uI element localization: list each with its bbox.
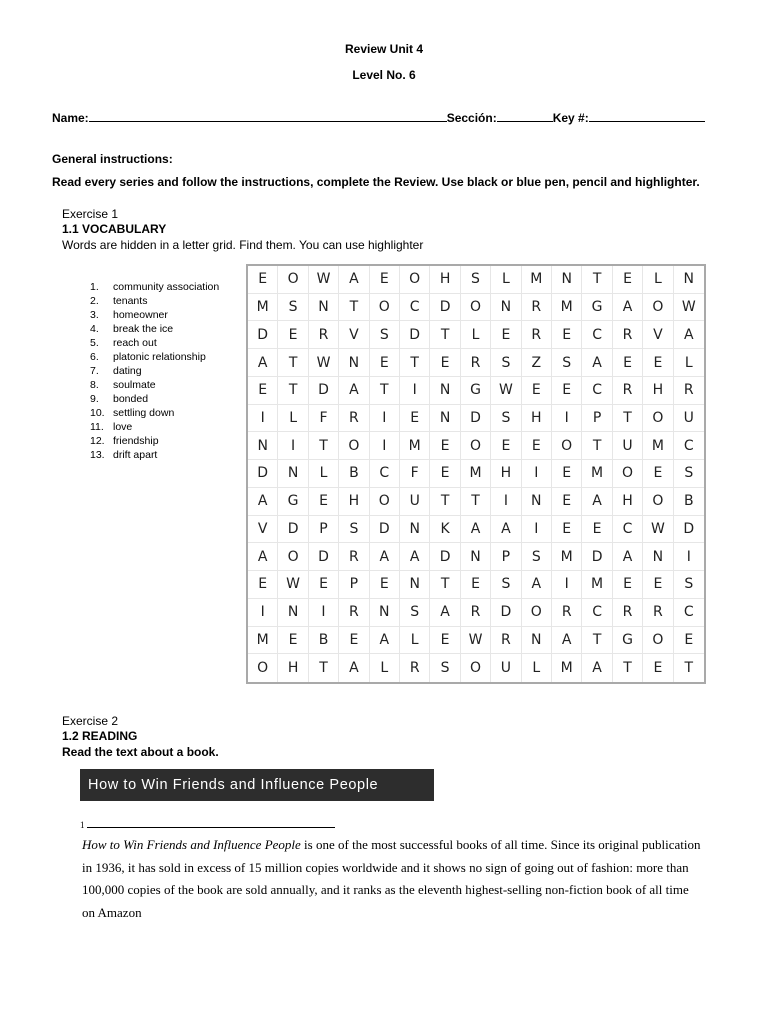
grid-letter[interactable]: D bbox=[248, 321, 278, 349]
grid-letter[interactable]: T bbox=[461, 488, 491, 516]
grid-letter[interactable]: P bbox=[309, 516, 339, 544]
vocabulary-item bbox=[90, 392, 219, 406]
grid-letter[interactable]: R bbox=[674, 377, 704, 405]
grid-letter[interactable]: T bbox=[278, 349, 308, 377]
grid-letter[interactable]: P bbox=[339, 571, 369, 599]
grid-letter[interactable]: N bbox=[278, 460, 308, 488]
grid-letter[interactable]: O bbox=[339, 432, 369, 460]
vocabulary-item-word: homeowner bbox=[113, 309, 168, 321]
book-title: How to Win Friends and Influence People bbox=[88, 777, 379, 793]
grid-letter[interactable]: A bbox=[370, 627, 400, 655]
grid-letter[interactable]: A bbox=[339, 266, 369, 294]
grid-letter[interactable]: D bbox=[309, 543, 339, 571]
reading-paragraph bbox=[82, 834, 702, 924]
vocabulary-item bbox=[90, 364, 219, 378]
grid-letter[interactable]: A bbox=[491, 516, 521, 544]
grid-letter[interactable]: F bbox=[309, 405, 339, 433]
grid-letter[interactable]: N bbox=[461, 543, 491, 571]
grid-letter[interactable]: S bbox=[674, 571, 704, 599]
student-info-line bbox=[52, 109, 705, 125]
grid-letter[interactable]: N bbox=[674, 266, 704, 294]
exercise2-subtitle: 1.2 READING bbox=[62, 729, 138, 743]
grid-letter[interactable]: I bbox=[522, 460, 552, 488]
grid-letter[interactable]: R bbox=[613, 321, 643, 349]
grid-letter[interactable]: T bbox=[430, 321, 460, 349]
section-field[interactable] bbox=[497, 109, 553, 122]
grid-letter[interactable]: C bbox=[400, 294, 430, 322]
grid-letter[interactable]: E bbox=[643, 460, 673, 488]
key-label: Key #: bbox=[552, 111, 589, 125]
grid-letter[interactable]: C bbox=[674, 432, 704, 460]
document-title: Review Unit 4 bbox=[344, 42, 424, 56]
grid-letter[interactable]: E bbox=[370, 571, 400, 599]
vocabulary-item-word: bonded bbox=[113, 393, 149, 405]
grid-letter[interactable]: I bbox=[522, 516, 552, 544]
grid-letter[interactable]: S bbox=[674, 460, 704, 488]
grid-letter[interactable]: A bbox=[339, 654, 369, 682]
grid-letter[interactable]: O bbox=[552, 432, 582, 460]
grid-letter[interactable]: L bbox=[674, 349, 704, 377]
grid-letter[interactable]: S bbox=[552, 349, 582, 377]
grid-letter[interactable]: E bbox=[643, 654, 673, 682]
grid-letter[interactable]: O bbox=[643, 405, 673, 433]
grid-letter[interactable]: I bbox=[248, 405, 278, 433]
grid-letter[interactable]: C bbox=[582, 377, 612, 405]
grid-letter[interactable]: C bbox=[613, 516, 643, 544]
grid-letter[interactable]: R bbox=[461, 349, 491, 377]
reading-book-title: How to Win Friends and Influence People bbox=[82, 837, 301, 852]
grid-letter[interactable]: E bbox=[430, 432, 460, 460]
grid-letter[interactable]: E bbox=[552, 460, 582, 488]
grid-letter[interactable]: H bbox=[643, 377, 673, 405]
vocabulary-item-word: community association bbox=[113, 281, 220, 293]
grid-letter[interactable]: A bbox=[552, 627, 582, 655]
grid-letter[interactable]: G bbox=[278, 488, 308, 516]
grid-letter[interactable]: L bbox=[370, 654, 400, 682]
vocabulary-item-number: 1. bbox=[90, 281, 99, 293]
exercise2-instruction: Read the text about a book. bbox=[62, 745, 219, 759]
grid-letter[interactable]: H bbox=[278, 654, 308, 682]
vocabulary-item-number: 12. bbox=[90, 435, 105, 447]
grid-letter[interactable]: L bbox=[309, 460, 339, 488]
grid-letter[interactable]: M bbox=[522, 266, 552, 294]
grid-letter[interactable]: E bbox=[491, 321, 521, 349]
vocabulary-item-number: 11. bbox=[90, 421, 104, 433]
grid-letter[interactable]: E bbox=[522, 432, 552, 460]
footnote-line bbox=[80, 820, 335, 830]
grid-letter[interactable]: E bbox=[613, 266, 643, 294]
vocabulary-item bbox=[90, 280, 219, 294]
vocabulary-item bbox=[90, 448, 219, 462]
grid-letter[interactable]: E bbox=[522, 377, 552, 405]
grid-letter[interactable]: L bbox=[278, 405, 308, 433]
vocabulary-item-number: 7. bbox=[90, 365, 99, 377]
vocabulary-item-word: tenants bbox=[113, 295, 148, 307]
grid-letter[interactable]: B bbox=[339, 460, 369, 488]
grid-letter[interactable]: I bbox=[278, 432, 308, 460]
grid-letter[interactable]: E bbox=[582, 516, 612, 544]
grid-letter[interactable]: T bbox=[582, 266, 612, 294]
grid-letter[interactable]: T bbox=[309, 432, 339, 460]
grid-letter[interactable]: G bbox=[613, 627, 643, 655]
grid-letter[interactable]: O bbox=[643, 488, 673, 516]
grid-letter[interactable]: O bbox=[643, 294, 673, 322]
grid-letter[interactable]: R bbox=[552, 599, 582, 627]
footnote-rule bbox=[87, 827, 335, 828]
instructions-heading: General instructions: bbox=[52, 152, 173, 166]
instructions-text: Read every series and follow the instructions, complete the Review. Use black or blue pen, pencil and highlighter. bbox=[52, 175, 700, 189]
grid-letter[interactable]: T bbox=[613, 405, 643, 433]
grid-letter[interactable]: W bbox=[309, 266, 339, 294]
grid-letter[interactable]: D bbox=[309, 377, 339, 405]
grid-letter[interactable]: E bbox=[309, 571, 339, 599]
grid-letter[interactable]: R bbox=[643, 599, 673, 627]
grid-letter[interactable]: U bbox=[491, 654, 521, 682]
grid-letter[interactable]: T bbox=[430, 571, 460, 599]
grid-letter[interactable]: D bbox=[248, 460, 278, 488]
grid-letter[interactable]: H bbox=[339, 488, 369, 516]
grid-letter[interactable]: A bbox=[430, 599, 460, 627]
grid-letter[interactable]: E bbox=[248, 377, 278, 405]
grid-letter[interactable]: S bbox=[370, 321, 400, 349]
grid-letter[interactable]: A bbox=[522, 571, 552, 599]
grid-letter[interactable]: D bbox=[674, 516, 704, 544]
grid-letter[interactable]: L bbox=[491, 266, 521, 294]
grid-letter[interactable]: N bbox=[522, 627, 552, 655]
grid-letter[interactable]: E bbox=[461, 571, 491, 599]
grid-letter[interactable]: N bbox=[522, 488, 552, 516]
grid-letter[interactable]: M bbox=[248, 627, 278, 655]
grid-letter[interactable]: M bbox=[582, 460, 612, 488]
grid-letter[interactable]: R bbox=[613, 377, 643, 405]
vocabulary-item-word: soulmate bbox=[113, 379, 156, 391]
grid-letter[interactable]: E bbox=[430, 349, 460, 377]
grid-letter[interactable]: A bbox=[248, 349, 278, 377]
grid-letter[interactable]: S bbox=[461, 266, 491, 294]
grid-letter[interactable]: I bbox=[552, 405, 582, 433]
grid-letter[interactable]: I bbox=[248, 599, 278, 627]
grid-letter[interactable]: E bbox=[248, 266, 278, 294]
grid-letter[interactable]: T bbox=[309, 654, 339, 682]
footnote-marker: 1 bbox=[80, 820, 85, 830]
grid-letter[interactable]: S bbox=[522, 543, 552, 571]
grid-letter[interactable]: N bbox=[339, 349, 369, 377]
grid-letter[interactable]: A bbox=[370, 543, 400, 571]
grid-letter[interactable]: D bbox=[491, 599, 521, 627]
grid-letter[interactable]: A bbox=[613, 543, 643, 571]
grid-letter[interactable]: Z bbox=[522, 349, 552, 377]
grid-letter[interactable]: W bbox=[491, 377, 521, 405]
grid-letter[interactable]: S bbox=[491, 349, 521, 377]
grid-letter[interactable]: D bbox=[430, 294, 460, 322]
grid-letter[interactable]: A bbox=[400, 543, 430, 571]
grid-letter[interactable]: D bbox=[582, 543, 612, 571]
grid-letter[interactable]: A bbox=[582, 654, 612, 682]
vocabulary-item-number: 2. bbox=[90, 295, 99, 307]
grid-letter[interactable]: D bbox=[370, 516, 400, 544]
grid-letter[interactable]: T bbox=[370, 377, 400, 405]
grid-letter[interactable]: E bbox=[613, 349, 643, 377]
grid-letter[interactable]: U bbox=[400, 488, 430, 516]
grid-letter[interactable]: W bbox=[461, 627, 491, 655]
grid-letter[interactable]: N bbox=[491, 294, 521, 322]
vocabulary-item-number: 5. bbox=[90, 337, 99, 349]
vocabulary-item-number: 13. bbox=[90, 449, 105, 461]
vocabulary-item-word: settling down bbox=[113, 407, 175, 419]
grid-letter[interactable]: I bbox=[309, 599, 339, 627]
grid-letter[interactable]: N bbox=[248, 432, 278, 460]
grid-letter[interactable]: T bbox=[400, 349, 430, 377]
grid-letter[interactable]: E bbox=[552, 377, 582, 405]
key-field[interactable] bbox=[589, 109, 705, 122]
vocabulary-word-list bbox=[90, 280, 219, 462]
exercise1-subtitle: 1.1 VOCABULARY bbox=[62, 222, 167, 236]
grid-letter[interactable]: S bbox=[491, 405, 521, 433]
grid-letter[interactable]: E bbox=[552, 321, 582, 349]
grid-letter[interactable]: N bbox=[370, 599, 400, 627]
grid-letter[interactable]: D bbox=[430, 543, 460, 571]
vocabulary-item-word: break the ice bbox=[113, 323, 174, 335]
grid-letter[interactable]: M bbox=[552, 294, 582, 322]
grid-letter[interactable]: R bbox=[522, 294, 552, 322]
grid-letter[interactable]: O bbox=[278, 543, 308, 571]
grid-letter[interactable]: P bbox=[582, 405, 612, 433]
grid-letter[interactable]: H bbox=[522, 405, 552, 433]
grid-letter[interactable]: I bbox=[491, 488, 521, 516]
grid-letter[interactable]: R bbox=[400, 654, 430, 682]
grid-letter[interactable]: O bbox=[370, 488, 400, 516]
grid-letter[interactable]: E bbox=[643, 349, 673, 377]
grid-letter[interactable]: E bbox=[248, 571, 278, 599]
grid-letter[interactable]: W bbox=[674, 294, 704, 322]
grid-letter[interactable]: H bbox=[613, 488, 643, 516]
grid-letter[interactable]: O bbox=[461, 432, 491, 460]
grid-letter[interactable]: U bbox=[613, 432, 643, 460]
grid-letter[interactable]: E bbox=[552, 488, 582, 516]
grid-letter[interactable]: S bbox=[278, 294, 308, 322]
grid-letter[interactable]: D bbox=[400, 321, 430, 349]
grid-letter[interactable]: C bbox=[674, 599, 704, 627]
grid-letter[interactable]: E bbox=[339, 627, 369, 655]
grid-letter[interactable]: V bbox=[339, 321, 369, 349]
grid-letter[interactable]: O bbox=[461, 294, 491, 322]
reading-text: is one of the most successful books of all time. Since its original publication in 1936, it has sold in excess of 15 million copies worldwide and it shows no sign of going out of fashion: more than 100,000 copies of the book are sold annually, and it ranks as the eleventh highest-selling non-fiction book of all time on Amazon bbox=[82, 837, 701, 920]
grid-letter[interactable]: T bbox=[278, 377, 308, 405]
grid-letter[interactable]: O bbox=[400, 266, 430, 294]
grid-letter[interactable]: E bbox=[370, 349, 400, 377]
grid-letter[interactable]: V bbox=[248, 516, 278, 544]
grid-letter[interactable]: M bbox=[552, 543, 582, 571]
grid-letter[interactable]: O bbox=[522, 599, 552, 627]
grid-letter[interactable]: M bbox=[552, 654, 582, 682]
vocabulary-item bbox=[90, 406, 219, 420]
grid-letter[interactable]: N bbox=[278, 599, 308, 627]
grid-letter[interactable]: I bbox=[370, 432, 400, 460]
grid-letter[interactable]: M bbox=[461, 460, 491, 488]
grid-letter[interactable]: N bbox=[552, 266, 582, 294]
grid-letter[interactable]: M bbox=[643, 432, 673, 460]
grid-letter[interactable]: N bbox=[430, 405, 460, 433]
grid-letter[interactable]: N bbox=[430, 377, 460, 405]
grid-letter[interactable]: S bbox=[430, 654, 460, 682]
vocabulary-item-number: 6. bbox=[90, 351, 99, 363]
grid-letter[interactable]: T bbox=[339, 294, 369, 322]
grid-letter[interactable]: M bbox=[400, 432, 430, 460]
exercise2-title: Exercise 2 bbox=[62, 714, 119, 728]
vocabulary-item bbox=[90, 308, 219, 322]
grid-letter[interactable]: A bbox=[339, 377, 369, 405]
grid-letter[interactable]: E bbox=[370, 266, 400, 294]
grid-letter[interactable]: R bbox=[339, 405, 369, 433]
grid-letter[interactable]: T bbox=[582, 627, 612, 655]
grid-letter[interactable]: E bbox=[643, 571, 673, 599]
grid-letter[interactable]: H bbox=[430, 266, 460, 294]
grid-letter[interactable]: H bbox=[491, 460, 521, 488]
grid-letter[interactable]: O bbox=[613, 460, 643, 488]
name-label: Name: bbox=[52, 111, 89, 125]
grid-letter[interactable]: I bbox=[674, 543, 704, 571]
grid-letter[interactable]: A bbox=[674, 321, 704, 349]
grid-letter[interactable]: L bbox=[643, 266, 673, 294]
grid-letter[interactable]: G bbox=[461, 377, 491, 405]
grid-letter[interactable]: O bbox=[643, 627, 673, 655]
grid-letter[interactable]: R bbox=[522, 321, 552, 349]
grid-letter[interactable]: S bbox=[400, 599, 430, 627]
grid-letter[interactable]: W bbox=[278, 571, 308, 599]
grid-letter[interactable]: M bbox=[248, 294, 278, 322]
grid-letter[interactable]: C bbox=[582, 599, 612, 627]
vocabulary-item-word: drift apart bbox=[113, 449, 158, 461]
grid-letter[interactable]: K bbox=[430, 516, 460, 544]
grid-letter[interactable]: R bbox=[491, 627, 521, 655]
section-label: Sección: bbox=[446, 111, 497, 125]
vocabulary-item-word: reach out bbox=[113, 337, 157, 349]
grid-letter[interactable]: R bbox=[339, 599, 369, 627]
vocabulary-item-word: platonic relationship bbox=[113, 351, 206, 363]
grid-letter[interactable]: L bbox=[522, 654, 552, 682]
vocabulary-item-number: 3. bbox=[90, 309, 99, 321]
vocabulary-item-word: love bbox=[113, 421, 133, 433]
vocabulary-item-number: 8. bbox=[90, 379, 99, 391]
document-level: Level No. 6 bbox=[352, 68, 416, 82]
grid-letter[interactable]: E bbox=[552, 516, 582, 544]
grid-letter[interactable]: O bbox=[278, 266, 308, 294]
vocabulary-item-number: 10. bbox=[90, 407, 105, 419]
exercise1-instruction: Words are hidden in a letter grid. Find them. You can use highlighter bbox=[62, 238, 424, 252]
grid-letter[interactable]: S bbox=[491, 571, 521, 599]
vocabulary-item-word: dating bbox=[113, 365, 142, 377]
grid-letter[interactable]: E bbox=[613, 571, 643, 599]
grid-letter[interactable]: I bbox=[552, 571, 582, 599]
grid-letter[interactable]: R bbox=[309, 321, 339, 349]
grid-letter[interactable]: C bbox=[582, 321, 612, 349]
grid-letter[interactable]: T bbox=[684, 660, 694, 677]
grid-letter[interactable]: W bbox=[643, 516, 673, 544]
grid-letter[interactable]: E bbox=[309, 488, 339, 516]
grid-letter[interactable]: U bbox=[674, 405, 704, 433]
grid-letter[interactable]: O bbox=[248, 654, 278, 682]
word-search-grid[interactable] bbox=[246, 264, 706, 684]
exercise1-title: Exercise 1 bbox=[62, 207, 119, 221]
grid-letter[interactable]: R bbox=[613, 599, 643, 627]
grid-letter[interactable]: P bbox=[491, 543, 521, 571]
grid-letter[interactable]: N bbox=[400, 571, 430, 599]
grid-letter[interactable]: T bbox=[430, 488, 460, 516]
vocabulary-item bbox=[90, 378, 219, 392]
grid-letter[interactable]: L bbox=[461, 321, 491, 349]
vocabulary-item bbox=[90, 350, 219, 364]
grid-letter[interactable]: O bbox=[370, 294, 400, 322]
vocabulary-item-number: 4. bbox=[90, 323, 99, 335]
grid-letter[interactable]: L bbox=[400, 627, 430, 655]
grid-letter[interactable]: G bbox=[582, 294, 612, 322]
grid-letter[interactable]: E bbox=[278, 627, 308, 655]
grid-letter[interactable]: D bbox=[461, 405, 491, 433]
grid-letter[interactable]: W bbox=[309, 349, 339, 377]
grid-letter[interactable]: S bbox=[339, 516, 369, 544]
grid-letter[interactable]: B bbox=[309, 627, 339, 655]
grid-letter[interactable]: E bbox=[278, 321, 308, 349]
grid-letter[interactable]: C bbox=[370, 460, 400, 488]
grid-letter[interactable]: R bbox=[461, 599, 491, 627]
vocabulary-item bbox=[90, 322, 219, 336]
grid-letter[interactable]: I bbox=[370, 405, 400, 433]
grid-letter[interactable]: A bbox=[248, 488, 278, 516]
grid-letter[interactable]: R bbox=[339, 543, 369, 571]
vocabulary-item-number: 9. bbox=[90, 393, 99, 405]
grid-letter[interactable]: I bbox=[400, 377, 430, 405]
vocabulary-item bbox=[90, 294, 219, 308]
grid-letter[interactable]: N bbox=[643, 543, 673, 571]
grid-letter[interactable]: A bbox=[613, 294, 643, 322]
grid-letter[interactable]: M bbox=[582, 571, 612, 599]
vocabulary-item bbox=[90, 336, 219, 350]
grid-letter[interactable]: E bbox=[674, 627, 704, 655]
grid-letter[interactable]: A bbox=[582, 488, 612, 516]
vocabulary-item bbox=[90, 434, 219, 448]
vocabulary-item bbox=[90, 420, 219, 434]
grid-letter[interactable]: O bbox=[461, 654, 491, 682]
grid-letter[interactable]: T bbox=[613, 654, 643, 682]
grid-letter[interactable]: N bbox=[309, 294, 339, 322]
grid-letter[interactable]: A bbox=[461, 516, 491, 544]
grid-letter[interactable]: V bbox=[643, 321, 673, 349]
vocabulary-item-word: friendship bbox=[113, 435, 159, 447]
grid-letter[interactable]: D bbox=[278, 516, 308, 544]
grid-letter[interactable]: A bbox=[582, 349, 612, 377]
grid-letter[interactable]: E bbox=[430, 460, 460, 488]
name-field[interactable] bbox=[89, 109, 447, 122]
book-title-banner bbox=[80, 769, 434, 801]
grid-letter[interactable]: E bbox=[491, 432, 521, 460]
grid-letter[interactable]: A bbox=[248, 543, 278, 571]
grid-letter[interactable]: F bbox=[400, 460, 430, 488]
grid-letter[interactable]: T bbox=[582, 432, 612, 460]
grid-letter[interactable]: E bbox=[430, 627, 460, 655]
grid-letter[interactable]: E bbox=[400, 405, 430, 433]
grid-letter[interactable]: B bbox=[674, 488, 704, 516]
grid-letter[interactable]: N bbox=[400, 516, 430, 544]
